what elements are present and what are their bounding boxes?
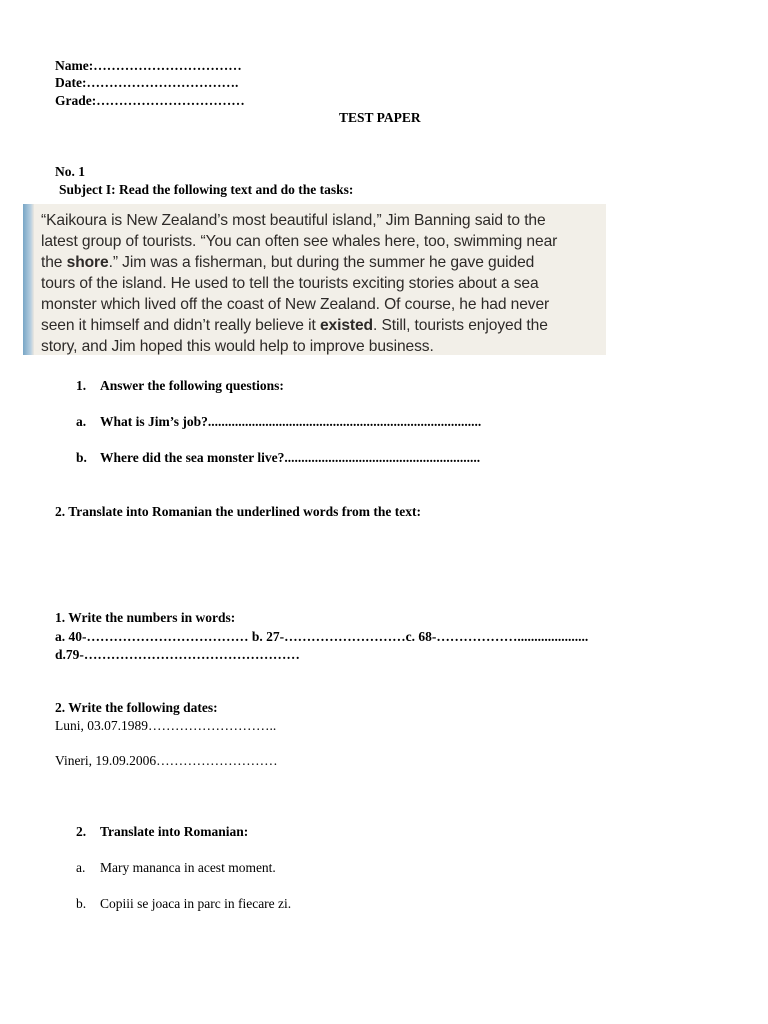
passage-line: monster which lived off the coast of New Zealand. Of course, he had never bbox=[41, 296, 550, 313]
passage-line: the shore.” Jim was a fisherman, but during the summer he gave guided bbox=[41, 254, 535, 271]
passage-line: story, and Jim hoped this would help to improve business. bbox=[41, 338, 434, 355]
numbers-task-title: 1. Write the numbers in words: bbox=[55, 610, 236, 625]
passage-line: “Kaikoura is New Zealand’s most beautiful island,” Jim Banning said to the bbox=[41, 212, 546, 229]
highlighted-word-shore: shore bbox=[66, 254, 109, 271]
section-number: No. 1 bbox=[55, 164, 85, 179]
scan-page-edge bbox=[23, 204, 34, 355]
passage-line: tours of the island. He used to tell the tourists exciting stories about a sea bbox=[41, 275, 539, 292]
date-item-2: Vineri, 19.09.2006……………………… bbox=[55, 753, 278, 768]
question-1-number: 1. bbox=[76, 378, 87, 393]
date-item-1: Luni, 03.07.1989……………………….. bbox=[55, 718, 277, 733]
passage-line: seen it himself and didn’t really believe it existed. Still, tourists enjoyed the bbox=[41, 317, 548, 334]
dates-task-title: 2. Write the following dates: bbox=[55, 700, 218, 715]
grade-field-line: Grade:…………………………… bbox=[55, 93, 245, 108]
translate-b-label: b. bbox=[76, 896, 87, 911]
reading-passage bbox=[41, 210, 601, 355]
passage-line: latest group of tourists. “You can often see whales here, too, swimming near bbox=[41, 233, 558, 250]
question-a-label: a. bbox=[76, 414, 87, 429]
page-title: TEST PAPER bbox=[339, 110, 421, 125]
question-a-text: What is Jim’s job?................................................................................. bbox=[100, 414, 482, 429]
question-b-label: b. bbox=[76, 450, 87, 465]
question-2-text: 2. Translate into Romanian the underlined words from the text: bbox=[55, 504, 421, 519]
numbers-line-2: d.79-………………………………………… bbox=[55, 647, 300, 662]
translate-a-label: a. bbox=[76, 860, 86, 875]
translate-b-text: Copiii se joaca in parc in fiecare zi. bbox=[100, 896, 292, 911]
question-b-text: Where did the sea monster live?.......................................................... bbox=[100, 450, 481, 465]
subject-heading: Subject I: Read the following text and do the tasks: bbox=[59, 182, 354, 197]
translate-task-number: 2. bbox=[76, 824, 87, 839]
reading-passage-image bbox=[23, 204, 606, 355]
numbers-line-1: a. 40-……………………………… b. 27-………………………c. 68-………………..................... bbox=[55, 629, 589, 644]
translate-a-text: Mary mananca in acest moment. bbox=[100, 860, 276, 875]
translate-task-title: Translate into Romanian: bbox=[100, 824, 249, 839]
highlighted-word-existed: existed bbox=[319, 317, 373, 334]
date-field-line: Date:……………………………. bbox=[55, 75, 239, 90]
name-field-line: Name:…………………………… bbox=[55, 58, 242, 73]
question-1-text: Answer the following questions: bbox=[100, 378, 284, 393]
